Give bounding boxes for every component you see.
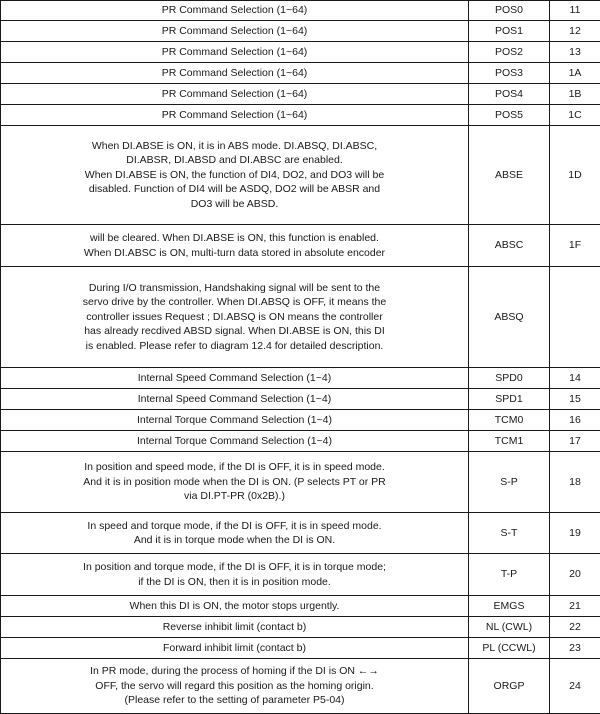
- row-description: PR Command Selection (1~64): [1, 84, 469, 105]
- row-code: [550, 267, 600, 368]
- row-symbol: SPD1: [469, 389, 550, 410]
- row-code: 13: [550, 42, 600, 63]
- row-description: In PR mode, during the process of homing if the DI is ON ←→ OFF, the servo will regard this position as the homing origin. (Please refer to the setting of parameter P5-04): [1, 659, 469, 714]
- row-code: 24: [550, 659, 600, 714]
- table-row: [1, 105, 600, 126]
- row-symbol: TCM0: [469, 410, 550, 431]
- row-description: In position and speed mode, if the DI is OFF, it is in speed mode. And it is in position mode when the DI is ON. (P selects PT or PR via DI.PT-PR (0x2B).): [1, 452, 469, 513]
- row-code: 1B: [550, 84, 600, 105]
- row-code: 15: [550, 389, 600, 410]
- row-symbol: POS3: [469, 63, 550, 84]
- row-description: Forward inhibit limit (contact b): [1, 638, 469, 659]
- table-row: [1, 42, 600, 63]
- table-row: [1, 410, 600, 431]
- row-description: Internal Torque Command Selection (1~4): [1, 410, 469, 431]
- table-row: [1, 368, 600, 389]
- row-code: 1F: [550, 225, 600, 267]
- row-code: 22: [550, 617, 600, 638]
- row-description: PR Command Selection (1~64): [1, 21, 469, 42]
- row-description: PR Command Selection (1~64): [1, 105, 469, 126]
- table-row: [1, 225, 600, 267]
- row-description: Internal Speed Command Selection (1~4): [1, 389, 469, 410]
- row-symbol: T-P: [469, 554, 550, 596]
- row-code: 18: [550, 452, 600, 513]
- row-description: Internal Torque Command Selection (1~4): [1, 431, 469, 452]
- row-symbol: SPD0: [469, 368, 550, 389]
- row-symbol: EMGS: [469, 596, 550, 617]
- row-description: When this DI is ON, the motor stops urgently.: [1, 596, 469, 617]
- row-symbol: ORGP: [469, 659, 550, 714]
- row-code: 12: [550, 21, 600, 42]
- table-row: [1, 596, 600, 617]
- table-row: [1, 84, 600, 105]
- row-symbol: NL (CWL): [469, 617, 550, 638]
- row-code: 19: [550, 513, 600, 554]
- row-code: 11: [550, 1, 600, 21]
- row-description: PR Command Selection (1~64): [1, 63, 469, 84]
- table-row: [1, 452, 600, 513]
- table-row: [1, 638, 600, 659]
- row-symbol: POS4: [469, 84, 550, 105]
- table-row: [1, 126, 600, 225]
- row-symbol: S-P: [469, 452, 550, 513]
- row-description: In speed and torque mode, if the DI is OFF, it is in speed mode. And it is in torque mode when the DI is ON.: [1, 513, 469, 554]
- row-symbol: POS0: [469, 1, 550, 21]
- table-row: [1, 1, 600, 21]
- row-code: 1A: [550, 63, 600, 84]
- row-symbol: TCM1: [469, 431, 550, 452]
- table-row: [1, 267, 600, 368]
- table-row: [1, 513, 600, 554]
- row-description: will be cleared. When DI.ABSE is ON, this function is enabled. When DI.ABSC is ON, multi-turn data stored in absolute encoder: [1, 225, 469, 267]
- row-symbol: ABSE: [469, 126, 550, 225]
- row-code: 14: [550, 368, 600, 389]
- table-row: [1, 554, 600, 596]
- row-code: 23: [550, 638, 600, 659]
- row-symbol: ABSQ: [469, 267, 550, 368]
- row-code: 20: [550, 554, 600, 596]
- row-code: 16: [550, 410, 600, 431]
- table-row: [1, 617, 600, 638]
- table-row: [1, 431, 600, 452]
- row-code: 1D: [550, 126, 600, 225]
- row-description: During I/O transmission, Handshaking signal will be sent to the servo drive by the controller. When DI.ABSQ is OFF, it means the controller issues Request ; DI.ABSQ is ON means the controller has already recdived ABSD signal. When DI.ABSE is ON, this DI is enabled. Please refer to diagram 12.4 for detailed description.: [1, 267, 469, 368]
- row-symbol: POS2: [469, 42, 550, 63]
- row-code: 21: [550, 596, 600, 617]
- row-symbol: ABSC: [469, 225, 550, 267]
- row-description: In position and torque mode, if the DI is OFF, it is in torque mode; if the DI is ON, then it is in position mode.: [1, 554, 469, 596]
- row-symbol: POS1: [469, 21, 550, 42]
- row-description: PR Command Selection (1~64): [1, 1, 469, 21]
- table-row: [1, 21, 600, 42]
- row-description: PR Command Selection (1~64): [1, 42, 469, 63]
- row-symbol: PL (CCWL): [469, 638, 550, 659]
- row-code: 1C: [550, 105, 600, 126]
- row-description: Internal Speed Command Selection (1~4): [1, 368, 469, 389]
- table-row: [1, 659, 600, 714]
- row-description: Reverse inhibit limit (contact b): [1, 617, 469, 638]
- table-row: [1, 389, 600, 410]
- table-row: [1, 63, 600, 84]
- row-symbol: POS5: [469, 105, 550, 126]
- row-symbol: S-T: [469, 513, 550, 554]
- row-description: When DI.ABSE is ON, it is in ABS mode. DI.ABSQ, DI.ABSC, DI.ABSR, DI.ABSD and DI.ABSC are enabled. When DI.ABSE is ON, the function of DI4, DO2, and DO3 will be disabled. Function of DI4 will be ASDQ, DO2 will be ABSR and DO3 will be ABSD.: [1, 126, 469, 225]
- row-code: 17: [550, 431, 600, 452]
